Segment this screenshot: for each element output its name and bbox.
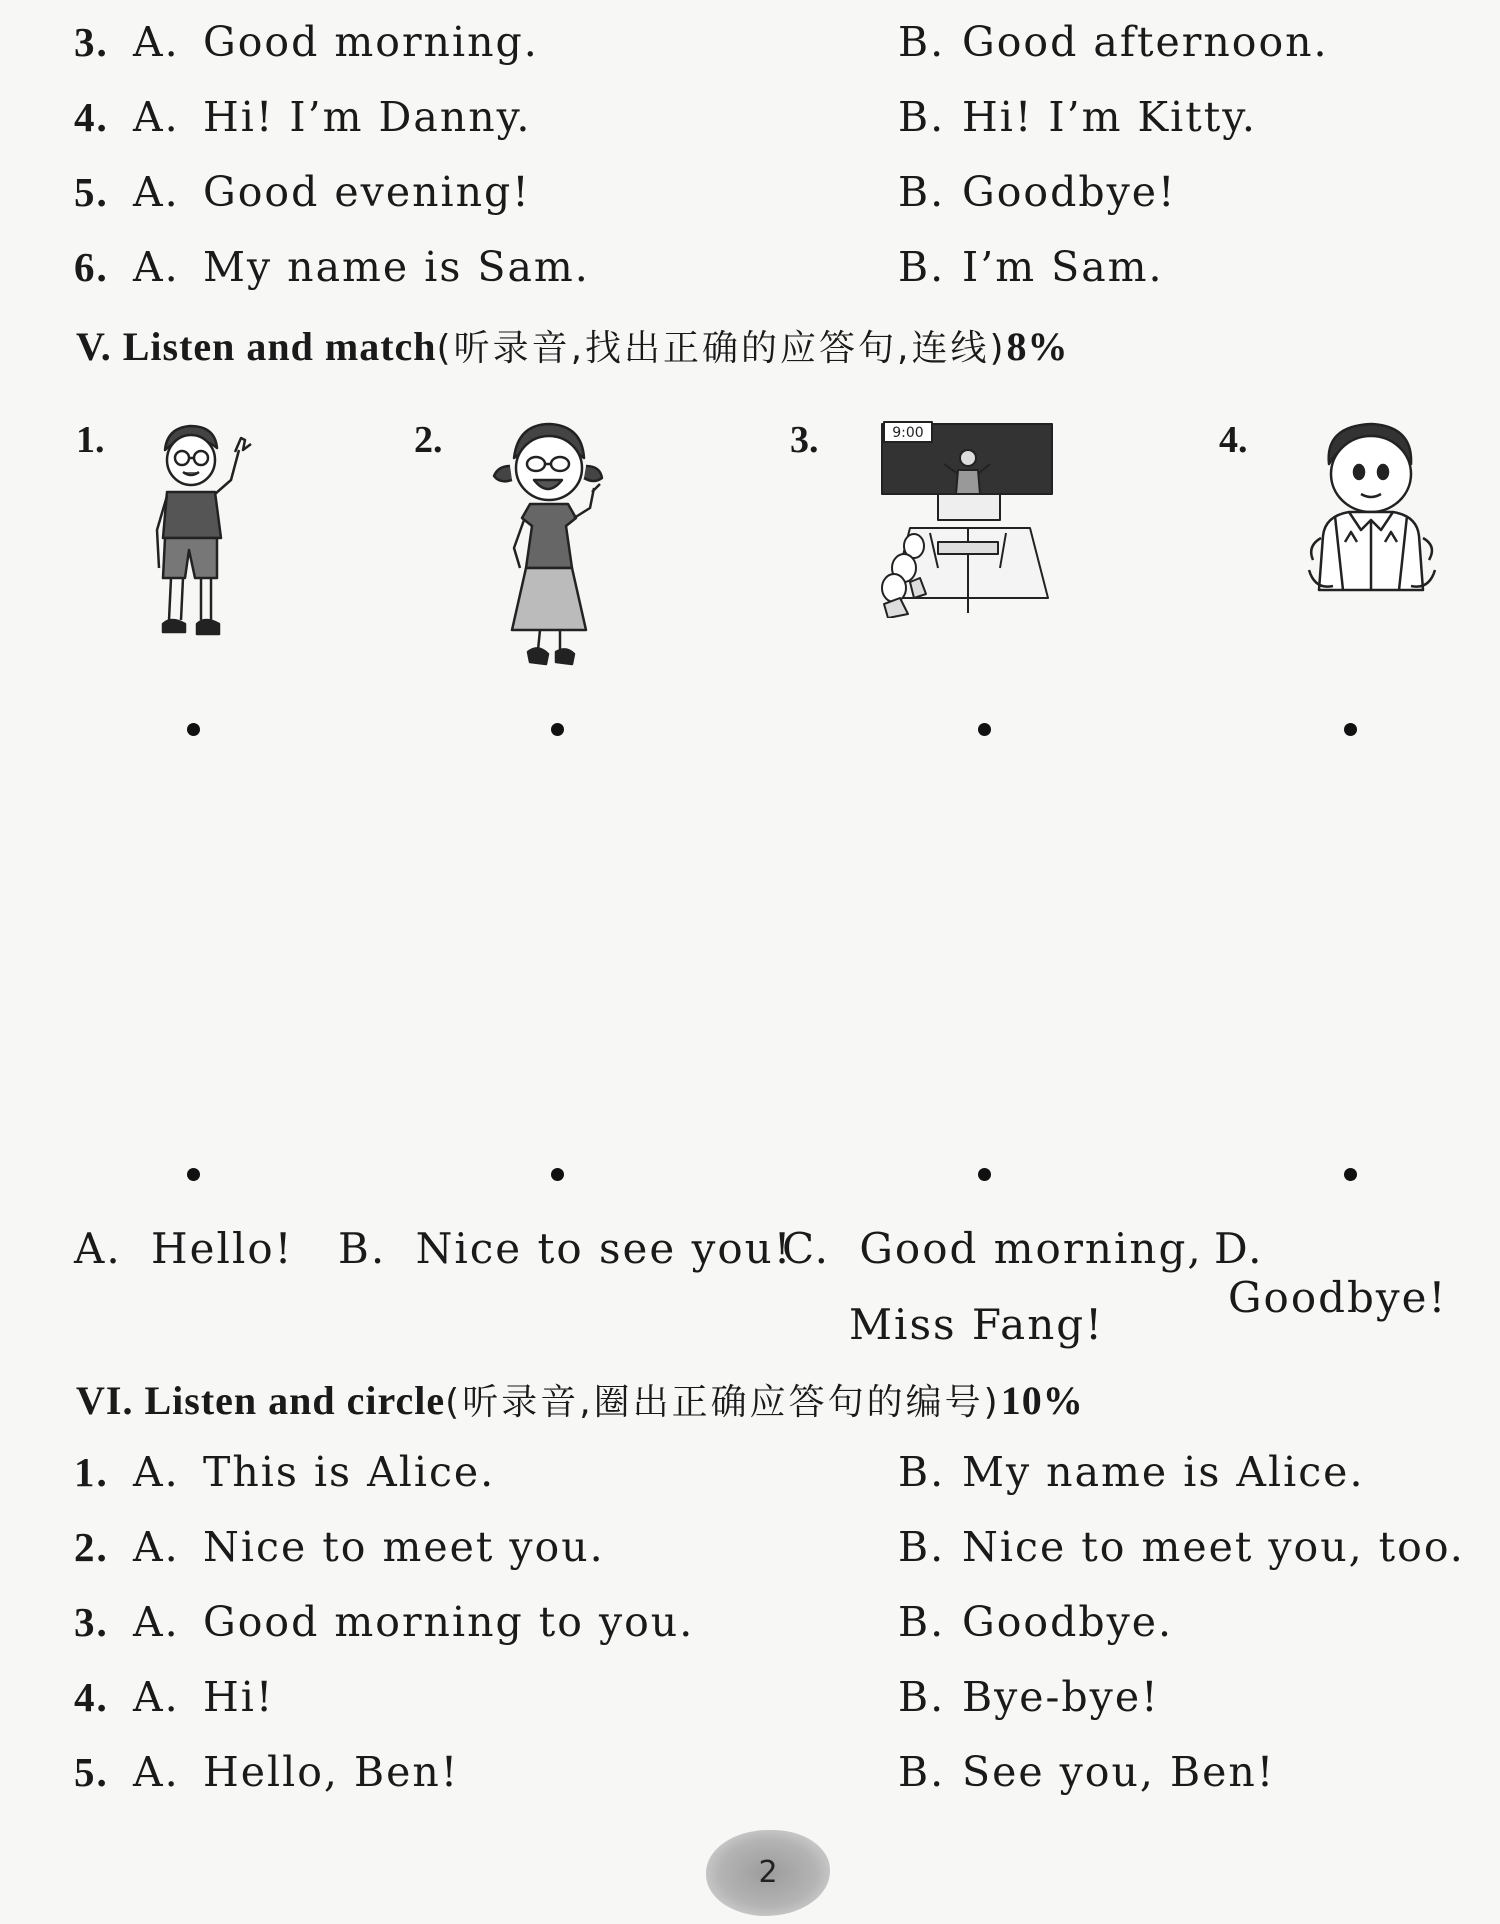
option-a-label[interactable]: A.	[133, 243, 180, 291]
option-b-text[interactable]: Goodbye!	[962, 168, 1177, 216]
option-b-label[interactable]: B.	[898, 168, 946, 216]
option-a-label[interactable]: A.	[133, 1598, 180, 1646]
option-b-text[interactable]: Good afternoon.	[962, 18, 1329, 66]
question-row	[0, 18, 1500, 78]
section-title: VI. Listen and circle	[76, 1378, 446, 1423]
girl-waving-icon	[490, 418, 620, 673]
option-b-text[interactable]: Hi! I’m Kitty.	[962, 93, 1257, 141]
option-a-text[interactable]: Good morning to you.	[203, 1598, 695, 1646]
section-instruction: (听录音,圈出正确应答句的编号)	[445, 1382, 1001, 1423]
question-number: 4.	[74, 1674, 109, 1720]
question-number: 6.	[74, 244, 109, 290]
option-b-text[interactable]: Nice to meet you, too.	[962, 1523, 1465, 1571]
match-dot-bottom[interactable]	[1344, 1168, 1357, 1181]
question-number: 1.	[74, 1449, 109, 1495]
option-a-label[interactable]: A.	[133, 18, 180, 66]
match-dot-bottom[interactable]	[978, 1168, 991, 1181]
boy-backpack-icon	[1305, 420, 1440, 595]
option-b-text[interactable]: Bye-bye!	[962, 1673, 1160, 1721]
option-b-label[interactable]: B.	[898, 243, 946, 291]
section-v-heading	[76, 320, 1069, 371]
match-answer[interactable]	[782, 1224, 1203, 1273]
option-b-text[interactable]: My name is Alice.	[962, 1448, 1365, 1496]
answer-label: B.	[338, 1224, 387, 1273]
option-b-label[interactable]: B.	[898, 1448, 946, 1496]
option-b-label[interactable]: B.	[898, 1523, 946, 1571]
question-number: 3.	[74, 19, 109, 65]
question-number: 4.	[74, 94, 109, 140]
option-b-label[interactable]: B.	[898, 1748, 946, 1796]
picture-number: 3.	[790, 419, 819, 461]
option-a-text[interactable]: Good morning.	[203, 18, 539, 66]
option-a-text[interactable]: This is Alice.	[203, 1448, 496, 1496]
question-row	[0, 1673, 1500, 1733]
option-a-label[interactable]: A.	[133, 93, 180, 141]
option-a-text[interactable]: Hello, Ben!	[203, 1748, 460, 1796]
question-row	[0, 1748, 1500, 1808]
picture-number: 2.	[414, 419, 443, 461]
option-a-label[interactable]: A.	[133, 1523, 180, 1571]
answer-text: Good morning,	[859, 1224, 1203, 1273]
option-b-label[interactable]: B.	[898, 1673, 946, 1721]
match-answer[interactable]	[74, 1224, 294, 1273]
option-a-text[interactable]: Hi! I’m Danny.	[203, 93, 532, 141]
section-vi-heading	[76, 1374, 1084, 1425]
section-score: 10%	[1000, 1378, 1084, 1423]
question-row	[0, 1598, 1500, 1658]
option-b-label[interactable]: B.	[898, 18, 946, 66]
picture-number: 4.	[1219, 419, 1248, 461]
option-b-text[interactable]: See you, Ben!	[962, 1748, 1276, 1796]
question-number: 3.	[74, 1599, 109, 1645]
section-score: 8%	[1006, 324, 1069, 369]
question-row	[0, 1448, 1500, 1508]
classroom-teacher-icon	[880, 418, 1060, 618]
answer-text: Goodbye!	[1228, 1273, 1448, 1322]
answer-label: D.	[1214, 1224, 1264, 1273]
question-number: 5.	[74, 169, 109, 215]
question-number: 5.	[74, 1749, 109, 1795]
option-a-text[interactable]: Nice to meet you.	[203, 1523, 605, 1571]
boy-waving-icon	[145, 420, 255, 645]
answer-text: Nice to see you!	[415, 1224, 793, 1273]
option-b-label[interactable]: B.	[898, 93, 946, 141]
answer-text: Hello!	[151, 1224, 294, 1273]
option-a-text[interactable]: Good evening!	[203, 168, 531, 216]
match-answer[interactable]	[338, 1224, 793, 1273]
match-dot-top[interactable]	[978, 723, 991, 736]
option-b-label[interactable]: B.	[898, 1598, 946, 1646]
option-b-text[interactable]: I’m Sam.	[962, 243, 1164, 291]
match-dot-top[interactable]	[187, 723, 200, 736]
answer-label: C.	[782, 1224, 830, 1273]
option-b-text[interactable]: Goodbye.	[962, 1598, 1174, 1646]
page-number: 2	[706, 1830, 830, 1916]
section-instruction: (听录音,找出正确的应答句,连线)	[436, 328, 1007, 369]
answer-label: A.	[74, 1224, 122, 1273]
option-a-text[interactable]: Hi!	[203, 1673, 275, 1721]
match-dot-top[interactable]	[551, 723, 564, 736]
match-dot-bottom[interactable]	[551, 1168, 564, 1181]
question-row	[0, 168, 1500, 228]
match-answer-continued[interactable]: Miss Fang!	[849, 1300, 1105, 1349]
option-a-label[interactable]: A.	[133, 168, 180, 216]
match-dot-top[interactable]	[1344, 723, 1357, 736]
section-title: V. Listen and match	[76, 324, 437, 369]
match-dot-bottom[interactable]	[187, 1168, 200, 1181]
question-row	[0, 93, 1500, 153]
match-answer[interactable]	[1214, 1224, 1500, 1322]
option-a-label[interactable]: A.	[133, 1748, 180, 1796]
option-a-label[interactable]: A.	[133, 1673, 180, 1721]
question-number: 2.	[74, 1524, 109, 1570]
picture-number: 1.	[76, 419, 105, 461]
clock-display: 9:00	[892, 425, 924, 441]
question-row	[0, 243, 1500, 303]
question-row	[0, 1523, 1500, 1583]
option-a-text[interactable]: My name is Sam.	[203, 243, 590, 291]
option-a-label[interactable]: A.	[133, 1448, 180, 1496]
